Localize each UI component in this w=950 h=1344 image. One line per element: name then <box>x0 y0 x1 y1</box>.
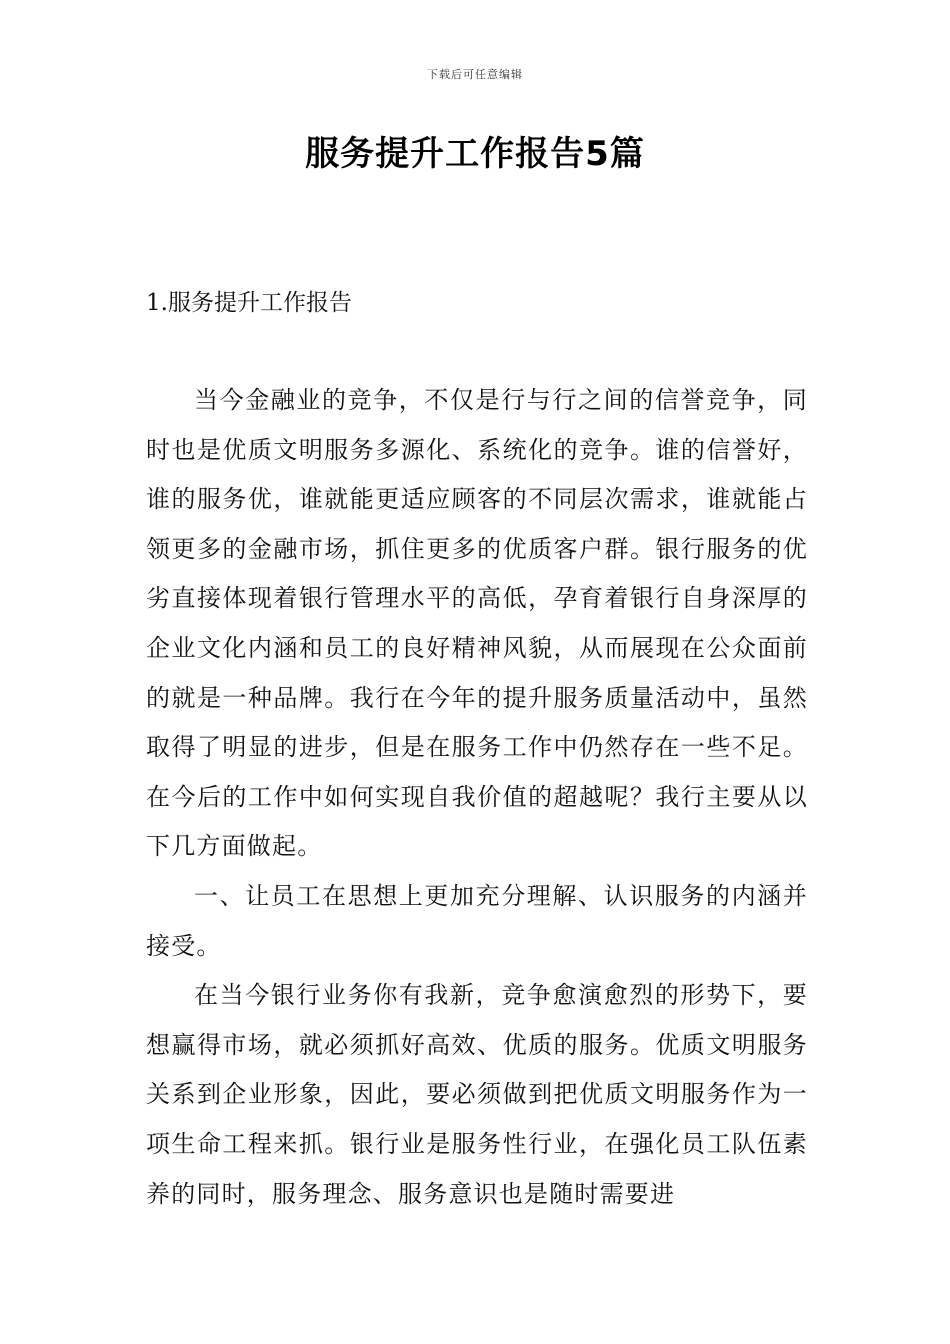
paragraph-market: 在当今银行业务你有我新，竞争愈演愈烈的形势下，要想赢得市场，就必须抓好高效、优质的服务。优质文明服务关系到企业形象，因此，要必须做到把优质文明服务作为一项生命工程来抓。银行业是服务性行业，在强化员工队伍素养的同时，服务理念、服务意识也是随时需要进 <box>146 981 808 1208</box>
document-title: 服务提升工作报告5篇 <box>305 134 645 174</box>
paragraph-intro: 当今金融业的竞争，不仅是行与行之间的信誉竞争，同时也是优质文明服务多源化、系统化的竞争。谁的信誉好，谁的服务优，谁就能更适应顾客的不同层次需求，谁就能占领更多的金融市场，抓住更多的优质客户群。银行服务的优劣直接体现着银行管理水平的高低，孕育着银行自身深厚的企业文化内涵和员工的良好精神风貌，从而展现在公众面前的就是一种品牌。我行在今年的提升服务质量活动中，虽然取得了明显的进步，但是在服务工作中仍然存在一些不足。在今后的工作中如何实现自我价值的超越呢？我行主要从以下几方面做起。 <box>146 386 808 861</box>
header-note: 下载后可任意编辑 <box>427 68 523 81</box>
document-body <box>146 376 808 1219</box>
paragraph-point-one: 一、让员工在思想上更加充分理解、认识服务的内涵并接受。 <box>146 881 808 960</box>
section-heading: 1.服务提升工作报告 <box>146 290 352 316</box>
